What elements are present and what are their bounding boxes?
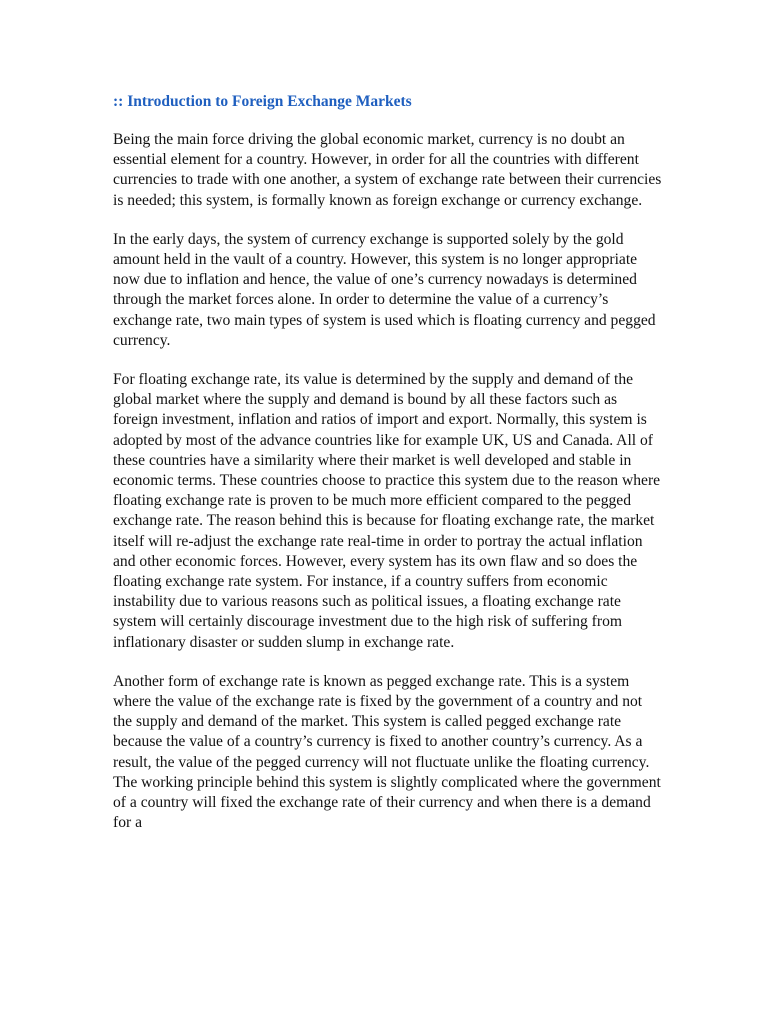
paragraph-floating-rate: For floating exchange rate, its value is determined by the supply and demand of the global market where the supply and demand is bound by all these factors such as foreign investment, inflation and ratios of import and export. Normally, this system is adopted by most of the advance countries like for example UK, US and Canada. All of these countries have a similarity where their market is well developed and stable in economic terms. These countries choose to practice this system due to the reason where floating exchange rate is proven to be much more efficient compared to the pegged exchange rate. The reason behind this is because for floating exchange rate, the market itself will re-adjust the exchange rate real-time in order to portray the actual inflation and other economic forces. However, every system has its own flaw and so does the floating exchange rate system. For instance, if a country suffers from economic instability due to various reasons such as political issues, a floating exchange rate system will certainly discourage investment due to the high risk of suffering from inflationary disaster or sudden slump in exchange rate. <box>113 371 661 651</box>
paragraph-introduction: Being the main force driving the global economic market, currency is no doubt an essential element for a country. However, in order for all the countries with different currencies to trade with one another, a system of exchange rate between their currencies is needed; this system, is formally known as foreign exchange or currency exchange. <box>113 131 662 209</box>
document-title: :: Introduction to Foreign Exchange Markets <box>113 93 412 110</box>
paragraph-early-days: In the early days, the system of currency exchange is supported solely by the gold amount held in the vault of a country. However, this system is no longer appropriate now due to inflation and hence, the value of one’s currency nowadays is determined through the market forces alone. In order to determine the value of a currency’s exchange rate, two main types of system is used which is floating currency and pegged currency. <box>113 230 656 349</box>
document-body <box>113 92 665 853</box>
paragraph-pegged-rate: Another form of exchange rate is known as pegged exchange rate. This is a system where the value of the exchange rate is fixed by the government of a country and not the supply and demand of the market. This system is called pegged exchange rate because the value of a country’s currency is fixed to another country’s currency. As a result, the value of the pegged currency will not fluctuate unlike the floating currency. The working principle behind this system is slightly complicated where the government of a country will fixed the exchange rate of their currency and when there is a demand for a <box>113 672 661 832</box>
